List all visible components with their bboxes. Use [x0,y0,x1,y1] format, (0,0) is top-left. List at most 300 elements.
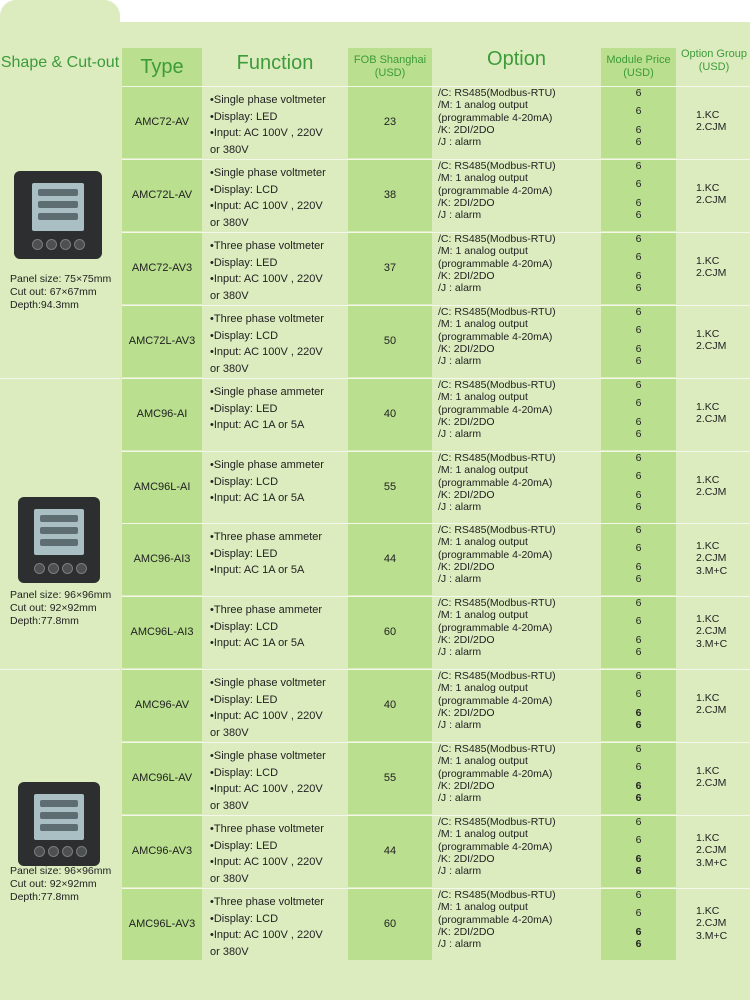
function-line: •Input: AC 100V , 220V [210,200,323,212]
function-cell [204,669,346,741]
module-price-m: 6 [635,251,642,264]
option-k: /K: 2DI/2DO [438,706,495,719]
option-j: /J : alarm [438,282,482,295]
option-c: /C: RS485(Modbus-RTU) [438,524,556,536]
function-line: •Display: LED [210,110,278,123]
header-fob-line2: (USD) [374,67,406,79]
module-price-k: 6 [635,488,642,501]
header-function-label: Function [236,51,314,74]
model-type: AMC96-AI3 [133,553,191,565]
module-price-m: 6 [635,834,642,847]
option-c: /C: RS485(Modbus-RTU) [438,379,556,391]
option-m-detail: (programmable 4-20mA) [438,694,553,707]
option-group-cell [678,232,750,304]
module-price-m: 6 [635,761,642,774]
type-cell [122,305,202,377]
function-line: •Input: AC 100V , 220V [210,127,323,139]
fob-price: 44 [383,845,397,857]
option-cell [434,451,599,523]
option-c: /C: RS485(Modbus-RTU) [438,743,556,755]
shape-panel-size: Panel size: 96×96mm [10,865,112,877]
function-line: •Three phase ammeter [210,531,323,543]
function-cell [204,596,346,668]
function-line: •Three phase voltmeter [210,313,324,325]
option-group-item: 1.KC [696,765,720,777]
option-k: /K: 2DI/2DO [438,779,495,792]
function-line: or 380V [210,289,249,302]
function-line: or 380V [210,945,249,958]
option-c: /C: RS485(Modbus-RTU) [438,233,556,245]
fob-price: 55 [383,772,397,784]
table-row [0,232,750,304]
module-price-j: 6 [635,427,642,440]
module-price-j: 6 [635,864,642,877]
option-group-item: 1.KC [696,692,720,704]
type-cell [122,888,202,960]
header-shape-label: Shape & Cut-out [0,54,120,71]
table-row [0,815,750,887]
function-line: or 380V [210,143,249,156]
model-type: AMC72-AV3 [131,262,193,274]
module-price-cell [601,378,676,450]
module-price-j: 6 [635,135,642,148]
option-group-item: 1.KC [696,401,720,413]
option-j: /J : alarm [438,428,482,441]
option-j: /J : alarm [438,719,482,732]
fob-price: 23 [383,116,397,128]
type-cell [122,86,202,158]
function-line: •Display: LCD [210,475,279,488]
option-cell [434,232,599,304]
option-c: /C: RS485(Modbus-RTU) [438,670,556,682]
table-row [0,159,750,231]
option-m: /M: 1 analog output [438,536,528,549]
option-m: /M: 1 analog output [438,391,528,404]
option-j: /J : alarm [438,501,482,514]
option-j: /J : alarm [438,646,482,659]
function-line: •Single phase voltmeter [210,750,326,762]
header-type [122,48,202,86]
shape-panel-size: Panel size: 75×75mm [10,273,112,285]
option-m-detail: (programmable 4-20mA) [438,330,553,343]
row-divider [122,596,750,597]
type-cell [122,596,202,668]
option-group-item: 1.KC [696,540,720,552]
function-line: •Display: LED [210,547,278,560]
option-k: /K: 2DI/2DO [438,633,495,646]
option-m: /M: 1 analog output [438,828,528,841]
model-type: AMC96-AV3 [131,845,193,857]
header-shape [0,0,120,86]
module-price-c: 6 [635,233,642,245]
module-price-c: 6 [635,597,642,609]
option-m-detail: (programmable 4-20mA) [438,913,553,926]
fob-price: 40 [383,699,397,711]
option-k: /K: 2DI/2DO [438,560,495,573]
model-type: AMC72L-AV [131,189,193,201]
module-price-k: 6 [635,560,642,573]
option-j: /J : alarm [438,865,482,878]
module-price-k: 6 [635,779,642,792]
option-group-cell [678,159,750,231]
table-row [0,86,750,158]
header-module-line2: (USD) [623,67,654,79]
row-divider [122,159,750,160]
fob-price-cell [348,86,432,158]
fob-price-cell [348,888,432,960]
option-c: /C: RS485(Modbus-RTU) [438,306,556,318]
option-group-item: 2.CJM [696,340,727,353]
option-group-item: 3.M+C [696,929,728,942]
option-group-item: 1.KC [696,109,720,121]
module-price-c: 6 [635,524,642,536]
option-m: /M: 1 analog output [438,245,528,258]
row-divider [122,378,750,379]
shape-depth: Depth:77.8mm [10,615,79,627]
option-j: /J : alarm [438,209,482,222]
option-m: /M: 1 analog output [438,172,528,185]
fob-price: 44 [383,553,397,565]
function-line: •Single phase ammeter [210,386,324,398]
option-group-item: 3.M+C [696,637,728,650]
shape-cutout: Cut out: 92×92mm [10,602,97,614]
table-row [0,669,750,741]
option-m: /M: 1 analog output [438,901,528,914]
header-fob [348,48,432,86]
option-m: /M: 1 analog output [438,609,528,622]
module-price-cell [601,596,676,668]
option-m-detail: (programmable 4-20mA) [438,548,553,561]
module-price-cell [601,742,676,814]
function-line: •Display: LED [210,693,278,706]
model-type: AMC96L-AI [133,481,191,493]
option-k: /K: 2DI/2DO [438,196,495,209]
model-type: AMC72-AV [134,116,190,128]
function-line: •Three phase voltmeter [210,896,324,908]
row-divider [122,888,750,889]
option-group-cell [678,669,750,741]
function-line: •Three phase ammeter [210,604,323,616]
fob-price-cell [348,232,432,304]
function-line: •Display: LED [210,839,278,852]
module-price-k: 6 [635,415,642,428]
model-type: AMC96L-AV [131,772,193,784]
function-line: •Single phase voltmeter [210,94,326,106]
module-price-c: 6 [635,889,642,901]
function-line: or 380V [210,216,249,229]
option-group-cell [678,305,750,377]
function-line: •Single phase ammeter [210,459,324,471]
function-line: •Display: LED [210,256,278,269]
fob-price: 37 [383,262,397,274]
bottom-bar [0,962,750,1000]
model-type: AMC96-AV [134,699,190,711]
module-price-j: 6 [635,500,642,513]
type-cell [122,159,202,231]
module-price-cell [601,815,676,887]
module-price-c: 6 [635,743,642,755]
shape-cutout: Cut out: 67×67mm [10,286,97,298]
option-group-item: 2.CJM [696,413,727,426]
module-price-j: 6 [635,718,642,731]
header-function [204,22,346,86]
row-divider [122,232,750,233]
header-option-label: Option [487,47,546,70]
model-type: AMC96L-AV3 [128,918,196,930]
option-m-detail: (programmable 4-20mA) [438,257,553,270]
option-group-item: 2.CJM [696,194,727,207]
option-group-cell [678,378,750,450]
row-divider [122,669,750,670]
fob-price: 60 [383,626,397,638]
module-price-k: 6 [635,706,642,719]
shape-depth: Depth:94.3mm [10,299,79,311]
function-cell [204,159,346,231]
function-line: •Display: LCD [210,912,279,925]
header-module-price [601,48,676,86]
module-price-m: 6 [635,907,642,920]
function-line: •Input: AC 1A or 5A [210,564,305,576]
module-price-c: 6 [635,379,642,391]
module-price-cell [601,669,676,741]
fob-price: 50 [383,335,397,347]
module-price-cell [601,232,676,304]
option-c: /C: RS485(Modbus-RTU) [438,816,556,828]
type-cell [122,451,202,523]
shape-panel-size: Panel size: 96×96mm [10,589,112,601]
function-line: or 380V [210,362,249,375]
function-line: •Three phase voltmeter [210,240,324,252]
option-c: /C: RS485(Modbus-RTU) [438,160,556,172]
function-cell [204,815,346,887]
module-price-c: 6 [635,87,642,99]
model-type: AMC96-AI [136,408,188,420]
function-cell [204,888,346,960]
fob-price-cell [348,596,432,668]
option-m: /M: 1 analog output [438,464,528,477]
option-group-cell [678,451,750,523]
function-line: •Input: AC 100V , 220V [210,856,323,868]
option-m-detail: (programmable 4-20mA) [438,840,553,853]
module-price-k: 6 [635,925,642,938]
fob-price: 40 [383,408,397,420]
function-line: •Display: LCD [210,329,279,342]
option-j: /J : alarm [438,573,482,586]
option-cell [434,378,599,450]
module-price-cell [601,523,676,595]
function-line: or 380V [210,872,249,885]
row-divider [122,86,750,87]
option-group-item: 2.CJM [696,121,727,134]
module-price-cell [601,305,676,377]
module-price-k: 6 [635,196,642,209]
option-m: /M: 1 analog output [438,682,528,695]
option-group-cell [678,888,750,960]
shape-cutout: Cut out: 92×92mm [10,878,97,890]
type-cell [122,232,202,304]
option-m-detail: (programmable 4-20mA) [438,476,553,489]
table-row [0,523,750,595]
option-m: /M: 1 analog output [438,318,528,331]
fob-price-cell [348,451,432,523]
option-k: /K: 2DI/2DO [438,342,495,355]
option-group-item: 1.KC [696,182,720,194]
header-og-line2: (USD) [698,61,730,73]
row-divider [122,742,750,743]
module-price-m: 6 [635,397,642,410]
option-m-detail: (programmable 4-20mA) [438,184,553,197]
function-line: •Display: LED [210,402,278,415]
module-price-j: 6 [635,645,642,658]
option-j: /J : alarm [438,136,482,149]
option-k: /K: 2DI/2DO [438,269,495,282]
function-cell [204,523,346,595]
function-line: •Input: AC 1A or 5A [210,492,305,504]
shape-depth: Depth:77.8mm [10,891,79,903]
header-module-line1: Module Price [606,54,671,66]
module-price-m: 6 [635,615,642,628]
option-group-item: 1.KC [696,255,720,267]
header-type-label: Type [140,55,184,78]
fob-price: 55 [383,481,397,493]
module-price-m: 6 [635,688,642,701]
option-c: /C: RS485(Modbus-RTU) [438,87,556,99]
function-line: •Display: LCD [210,183,279,196]
function-line: or 380V [210,726,249,739]
function-line: •Input: AC 100V , 220V [210,710,323,722]
module-price-cell [601,159,676,231]
module-price-cell [601,86,676,158]
option-group-item: 2.CJM [696,844,727,857]
option-group-cell [678,742,750,814]
function-line: or 380V [210,799,249,812]
function-cell [204,86,346,158]
module-price-m: 6 [635,105,642,118]
option-group-cell [678,523,750,595]
module-price-j: 6 [635,791,642,804]
option-group-item: 2.CJM [696,917,727,930]
row-divider [122,815,750,816]
table-row [0,742,750,814]
option-m-detail: (programmable 4-20mA) [438,111,553,124]
module-price-j: 6 [635,572,642,585]
module-price-c: 6 [635,160,642,172]
module-price-j: 6 [635,208,642,221]
option-m-detail: (programmable 4-20mA) [438,403,553,416]
option-cell [434,596,599,668]
module-price-m: 6 [635,324,642,337]
type-cell [122,815,202,887]
module-price-k: 6 [635,852,642,865]
module-price-k: 6 [635,342,642,355]
option-j: /J : alarm [438,355,482,368]
fob-price-cell [348,669,432,741]
function-line: •Input: AC 100V , 220V [210,783,323,795]
header-og-line1: Option Group [680,48,748,60]
option-j: /J : alarm [438,792,482,805]
option-group-item: 2.CJM [696,777,727,790]
table-row [0,305,750,377]
option-group-item: 1.KC [696,474,720,486]
option-group-item: 1.KC [696,832,720,844]
option-group-item: 2.CJM [696,486,727,499]
option-cell [434,86,599,158]
fob-price: 38 [383,189,397,201]
option-c: /C: RS485(Modbus-RTU) [438,889,556,901]
function-cell [204,451,346,523]
module-price-m: 6 [635,542,642,555]
option-group-item: 3.M+C [696,564,728,577]
function-line: •Three phase voltmeter [210,823,324,835]
option-group-item: 1.KC [696,328,720,340]
fob-price-cell [348,523,432,595]
option-k: /K: 2DI/2DO [438,415,495,428]
option-group-item: 2.CJM [696,267,727,280]
option-group-item: 3.M+C [696,856,728,869]
row-divider [122,523,750,524]
type-cell [122,742,202,814]
module-price-k: 6 [635,269,642,282]
function-line: •Single phase voltmeter [210,167,326,179]
option-k: /K: 2DI/2DO [438,123,495,136]
header-option [434,22,599,86]
module-price-m: 6 [635,470,642,483]
module-price-c: 6 [635,306,642,318]
module-price-cell [601,888,676,960]
module-price-j: 6 [635,281,642,294]
option-group-item: 1.KC [696,613,720,625]
option-group-item: 1.KC [696,905,720,917]
function-line: •Input: AC 100V , 220V [210,273,323,285]
function-line: •Display: LCD [210,620,279,633]
row-divider [122,305,750,306]
header-option-group [678,22,750,86]
option-group-cell [678,86,750,158]
option-cell [434,742,599,814]
option-group-cell [678,815,750,887]
option-m: /M: 1 analog output [438,755,528,768]
option-c: /C: RS485(Modbus-RTU) [438,452,556,464]
function-line: •Input: AC 1A or 5A [210,419,305,431]
function-line: •Input: AC 1A or 5A [210,637,305,649]
module-price-m: 6 [635,178,642,191]
module-price-j: 6 [635,354,642,367]
option-k: /K: 2DI/2DO [438,852,495,865]
type-cell [122,523,202,595]
option-m-detail: (programmable 4-20mA) [438,767,553,780]
type-cell [122,669,202,741]
option-k: /K: 2DI/2DO [438,925,495,938]
option-cell [434,305,599,377]
option-cell [434,669,599,741]
type-cell [122,378,202,450]
function-cell [204,742,346,814]
option-group-item: 2.CJM [696,625,727,638]
function-line: •Input: AC 100V , 220V [210,346,323,358]
option-m: /M: 1 analog output [438,99,528,112]
fob-price-cell [348,305,432,377]
option-cell [434,888,599,960]
module-price-cell [601,451,676,523]
model-type: AMC72L-AV3 [128,335,196,347]
row-divider [122,451,750,452]
option-group-item: 2.CJM [696,552,727,565]
fob-price-cell [348,742,432,814]
option-j: /J : alarm [438,938,482,951]
option-cell [434,815,599,887]
model-type: AMC96L-AI3 [130,626,194,638]
table-row [0,888,750,960]
